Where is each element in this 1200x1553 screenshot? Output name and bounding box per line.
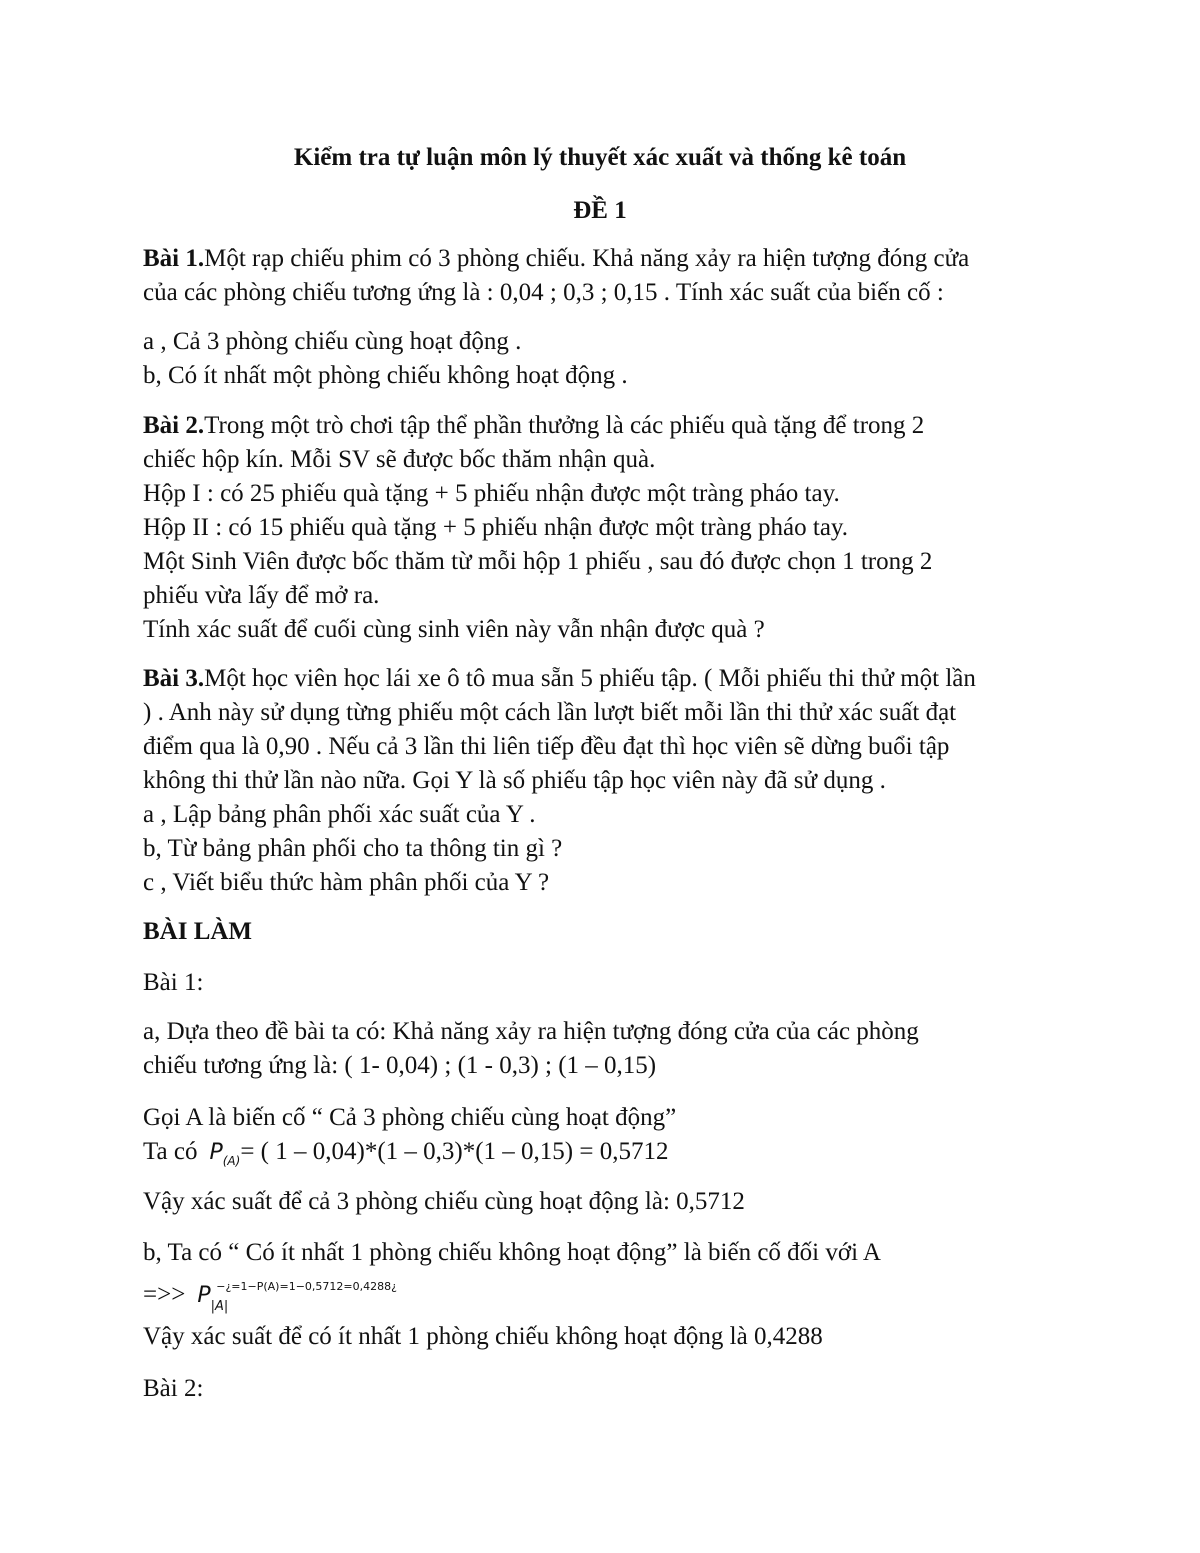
problem-3-line-3: điểm qua là 0,90 . Nếu cả 3 lần thi liên tiếp đều đạt thì học viên sẽ dừng buổi tập: [143, 733, 950, 760]
event-definition: Gọi A là biến cố “ Cả 3 phòng chiếu cùng hoạt động”: [143, 1104, 677, 1131]
complement-formula: [143, 1270, 1073, 1324]
problem-1-parts: [143, 325, 1073, 393]
problem-1-line-2: của các phòng chiếu tương ứng là : 0,04 ; 0,3 ; 0,15 . Tính xác suất của biến cố :: [143, 279, 944, 306]
problem-1: [143, 242, 1073, 310]
solution-1a: [143, 1015, 1073, 1083]
solution-1a-event: [143, 1101, 1073, 1178]
problem-3-line-4: không thi thử lần nào nữa. Gọi Y là số phiếu tập học viên này đã sử dụng .: [143, 767, 886, 794]
solution-1a-line-1: a, Dựa theo đề bài ta có: Khả năng xảy ra hiện tượng đóng cửa của các phòng: [143, 1018, 919, 1045]
problem-1-line-1: Bài 1.Một rạp chiếu phim có 3 phòng chiếu. Khả năng xảy ra hiện tượng đóng cửa: [143, 245, 970, 272]
problem-3-label: Bài 3.: [143, 665, 205, 692]
exam-code: ĐỀ 1: [573, 197, 627, 224]
problem-2-line-2: chiếc hộp kín. Mỗi SV sẽ được bốc thăm nhận quà.: [143, 446, 656, 473]
problem-2-line-6: phiếu vừa lấy để mở ra.: [143, 582, 380, 609]
calculation-expression: = ( 1 – 0,04)*(1 – 0,3)*(1 – 0,15) = 0,5712: [240, 1138, 669, 1165]
problem-3-part-a: a , Lập bảng phân phối xác suất của Y .: [143, 801, 536, 828]
probability-calculation: Ta có $P_{(A)}=$ ( 1 – 0,04)*(1 – 0,3)*(1 – 0,15) = 0,5712: [143, 1138, 669, 1168]
problem-3: [143, 662, 1073, 900]
solution-heading: BÀI LÀM: [143, 918, 253, 945]
problem-1-part-b: b, Có ít nhất một phòng chiếu không hoạt động .: [143, 362, 628, 389]
solution-1b-line: b, Ta có “ Có ít nhất 1 phòng chiếu không hoạt động” là biến cố đối với A: [143, 1239, 881, 1266]
problem-3-part-b: b, Từ bảng phân phối cho ta thông tin gì ?: [143, 835, 563, 862]
probability-symbol: P: [209, 1140, 223, 1165]
solution-1b: [143, 1236, 1073, 1324]
problem-1-part-a: a , Cả 3 phòng chiếu cùng hoạt động .: [143, 328, 522, 355]
solution-1-label: Bài 1:: [143, 969, 204, 996]
conclusion-b: Vậy xác suất để có ít nhất 1 phòng chiếu không hoạt động là 0,4288: [143, 1323, 823, 1350]
solution-1a-line-2: chiếu tương ứng là: ( 1- 0,04) ; (1 - 0,3) ; (1 – 0,15): [143, 1052, 657, 1079]
problem-2-label: Bài 2.: [143, 412, 205, 439]
problem-2-line-7: Tính xác suất để cuối cùng sinh viên này vẫn nhận được quà ?: [143, 616, 765, 643]
problem-3-line-2: ) . Anh này sử dụng từng phiếu một cách lần lượt biết mỗi lần thi thử xác suất đạt: [143, 699, 957, 726]
complement-probability-symbol: P: [197, 1283, 211, 1308]
problem-2-line-5: Một Sinh Viên được bốc thăm từ mỗi hộp 1 phiếu , sau đó được chọn 1 trong 2: [143, 548, 933, 575]
problem-2-line-3: Hộp I : có 25 phiếu quà tặng + 5 phiếu nhận được một tràng pháo tay.: [143, 480, 840, 507]
conclusion-a: Vậy xác suất để cả 3 phòng chiếu cùng hoạt động là: 0,5712: [143, 1188, 745, 1215]
document-title: Kiểm tra tự luận môn lý thuyết xác xuất và thống kê toán: [293, 144, 907, 171]
implies-arrow: =>>: [143, 1281, 186, 1308]
problem-1-label: Bài 1.: [143, 245, 205, 272]
solution-2-label: Bài 2:: [143, 1375, 204, 1402]
complement-subscript: |A|: [210, 1299, 229, 1314]
problem-2-line-1: Bài 2.Trong một trò chơi tập thể phần thưởng là các phiếu quà tặng để trong 2: [143, 412, 925, 439]
complement-superscript: −¿=1−P(A)=1−0,5712=0,4288¿: [216, 1280, 397, 1293]
probability-subscript: (A): [222, 1154, 241, 1168]
problem-2-line-4: Hộp II : có 15 phiếu quà tặng + 5 phiếu nhận được một tràng pháo tay.: [143, 514, 849, 541]
problem-3-part-c: c , Viết biểu thức hàm phân phối của Y ?: [143, 869, 550, 896]
problem-2: [143, 409, 1073, 647]
problem-3-line-1: Bài 3.Một học viên học lái xe ô tô mua sẵn 5 phiếu tập. ( Mỗi phiếu thi thử một lần: [143, 665, 976, 692]
